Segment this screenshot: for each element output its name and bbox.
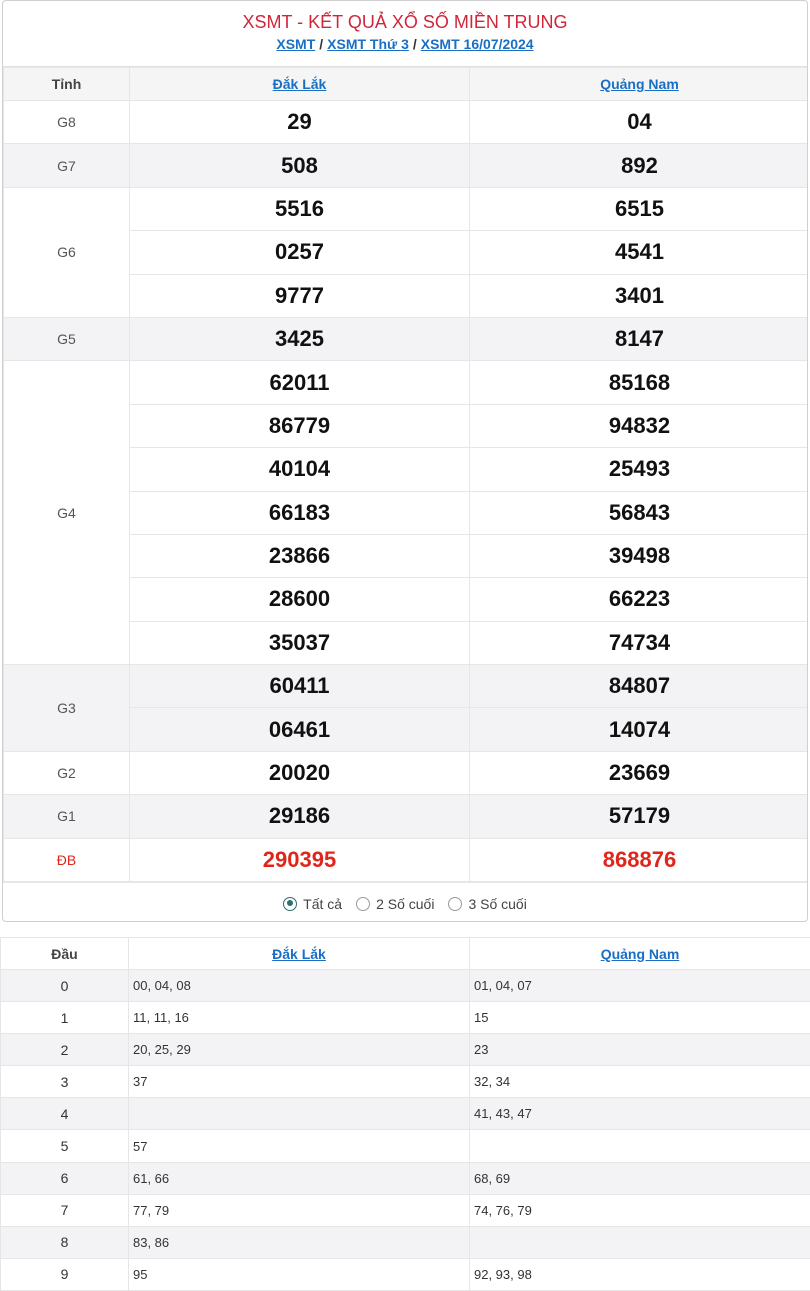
prize-row-g6: [4, 187, 809, 230]
loto-values: 77, 79: [129, 1194, 470, 1226]
loto-row: [1, 1066, 810, 1098]
prize-number: 74734: [470, 621, 809, 664]
loto-head-digit: 4: [1, 1098, 129, 1130]
loto-head-digit: 6: [1, 1162, 129, 1194]
loto-values: 57: [129, 1130, 470, 1162]
breadcrumb: [3, 35, 807, 53]
prize-number: 56843: [470, 491, 809, 534]
loto-values: [470, 1226, 810, 1258]
radio-selected-icon[interactable]: [283, 897, 297, 911]
prize-number: 14074: [470, 708, 809, 751]
loto-values: 00, 04, 08: [129, 970, 470, 1002]
breadcrumb-thu3[interactable]: XSMT Thứ 3: [327, 36, 409, 52]
results-table: [3, 67, 808, 882]
loto-province-link-daklak[interactable]: Đắk Lắk: [129, 938, 470, 970]
loto-values: [129, 1098, 470, 1130]
radio-icon[interactable]: [356, 897, 370, 911]
filter-option-label: 3 Số cuối: [468, 896, 526, 912]
results-header-row: [4, 68, 809, 101]
prize-row-g8: [4, 101, 809, 144]
prize-row-g7: [4, 144, 809, 187]
loto-values: 15: [470, 1002, 810, 1034]
prize-number: 94832: [470, 404, 809, 447]
loto-head-digit: 1: [1, 1002, 129, 1034]
prize-row-g1: [4, 795, 809, 838]
prize-label: G6: [4, 187, 130, 317]
prize-number: 20020: [130, 751, 470, 794]
prize-number: 9777: [130, 274, 470, 317]
filter-option-label: 2 Số cuối: [376, 896, 434, 912]
loto-head-digit: 5: [1, 1130, 129, 1162]
loto-row: [1, 1194, 810, 1226]
prize-label: G5: [4, 317, 130, 360]
loto-values: [470, 1130, 810, 1162]
card-header: [3, 1, 807, 67]
filter-option-3-digits[interactable]: [448, 896, 526, 912]
prize-number: 3401: [470, 274, 809, 317]
loto-values: 68, 69: [470, 1162, 810, 1194]
prize-row-g5: [4, 317, 809, 360]
prize-number: 35037: [130, 621, 470, 664]
loto-values: 23: [470, 1034, 810, 1066]
loto-row: [1, 970, 810, 1002]
loto-values: 61, 66: [129, 1162, 470, 1194]
prize-number: 66183: [130, 491, 470, 534]
breadcrumb-date[interactable]: XSMT 16/07/2024: [421, 36, 534, 52]
prize-number: 29: [130, 101, 470, 144]
prize-number: 84807: [470, 665, 809, 708]
breadcrumb-separator: /: [319, 36, 323, 52]
prize-number: 8147: [470, 317, 809, 360]
special-prize-number: 290395: [130, 838, 470, 881]
filter-option-label: Tất cả: [303, 896, 342, 912]
prize-number: 86779: [130, 404, 470, 447]
prize-number: 06461: [130, 708, 470, 751]
breadcrumb-xsmt[interactable]: XSMT: [276, 36, 315, 52]
loto-values: 83, 86: [129, 1226, 470, 1258]
loto-row: [1, 1258, 810, 1290]
loto-head-digit: 8: [1, 1226, 129, 1258]
filter-option-all[interactable]: [283, 896, 342, 912]
prize-number: 892: [470, 144, 809, 187]
prize-label: G2: [4, 751, 130, 794]
prize-number: 6515: [470, 187, 809, 230]
prize-label: G8: [4, 101, 130, 144]
prize-number: 5516: [130, 187, 470, 230]
loto-values: 01, 04, 07: [470, 970, 810, 1002]
results-card: [2, 0, 808, 922]
prize-number: 04: [470, 101, 809, 144]
loto-row: [1, 1226, 810, 1258]
prize-row-g2: [4, 751, 809, 794]
province-link-quangnam[interactable]: Quảng Nam: [470, 68, 809, 101]
loto-values: 32, 34: [470, 1066, 810, 1098]
loto-header-row: [1, 938, 810, 970]
loto-head-digit: 9: [1, 1258, 129, 1290]
prize-label: G1: [4, 795, 130, 838]
loto-head-digit: 7: [1, 1194, 129, 1226]
loto-values: 11, 11, 16: [129, 1002, 470, 1034]
page-title: XSMT - KẾT QUẢ XỔ SỐ MIỀN TRUNG: [3, 1, 807, 35]
loto-values: 41, 43, 47: [470, 1098, 810, 1130]
column-header-dau: Đầu: [1, 938, 129, 970]
prize-label: G7: [4, 144, 130, 187]
loto-section: [0, 937, 810, 1291]
prize-number: 66223: [470, 578, 809, 621]
prize-number: 29186: [130, 795, 470, 838]
prize-row-g3: [4, 665, 809, 708]
loto-values: 95: [129, 1258, 470, 1290]
special-prize-number: 868876: [470, 838, 809, 881]
prize-label: G4: [4, 361, 130, 665]
prize-number: 62011: [130, 361, 470, 404]
prize-number: 23866: [130, 534, 470, 577]
prize-number: 28600: [130, 578, 470, 621]
loto-head-digit: 2: [1, 1034, 129, 1066]
prize-number: 40104: [130, 448, 470, 491]
province-link-daklak[interactable]: Đắk Lắk: [130, 68, 470, 101]
radio-icon[interactable]: [448, 897, 462, 911]
special-prize-label: ĐB: [4, 838, 130, 881]
loto-values: 20, 25, 29: [129, 1034, 470, 1066]
loto-row: [1, 1034, 810, 1066]
loto-head-digit: 3: [1, 1066, 129, 1098]
prize-number: 25493: [470, 448, 809, 491]
prize-row-db: [4, 838, 809, 881]
prize-number: 508: [130, 144, 470, 187]
prize-number: 57179: [470, 795, 809, 838]
prize-number: 60411: [130, 665, 470, 708]
prize-number: 4541: [470, 231, 809, 274]
loto-province-link-quangnam[interactable]: Quảng Nam: [470, 938, 810, 970]
loto-row: [1, 1098, 810, 1130]
prize-number: 0257: [130, 231, 470, 274]
loto-table: [0, 937, 810, 1291]
loto-row: [1, 1002, 810, 1034]
loto-row: [1, 1130, 810, 1162]
prize-number: 39498: [470, 534, 809, 577]
prize-number: 23669: [470, 751, 809, 794]
digit-filter: [3, 882, 807, 922]
prize-row-g4: [4, 361, 809, 404]
loto-head-digit: 0: [1, 970, 129, 1002]
prize-number: 85168: [470, 361, 809, 404]
loto-values: 92, 93, 98: [470, 1258, 810, 1290]
prize-number: 3425: [130, 317, 470, 360]
prize-label: G3: [4, 665, 130, 752]
loto-row: [1, 1162, 810, 1194]
filter-option-2-digits[interactable]: [356, 896, 434, 912]
loto-values: 74, 76, 79: [470, 1194, 810, 1226]
breadcrumb-separator: /: [413, 36, 417, 52]
loto-values: 37: [129, 1066, 470, 1098]
column-header-tinh: Tỉnh: [4, 68, 130, 101]
